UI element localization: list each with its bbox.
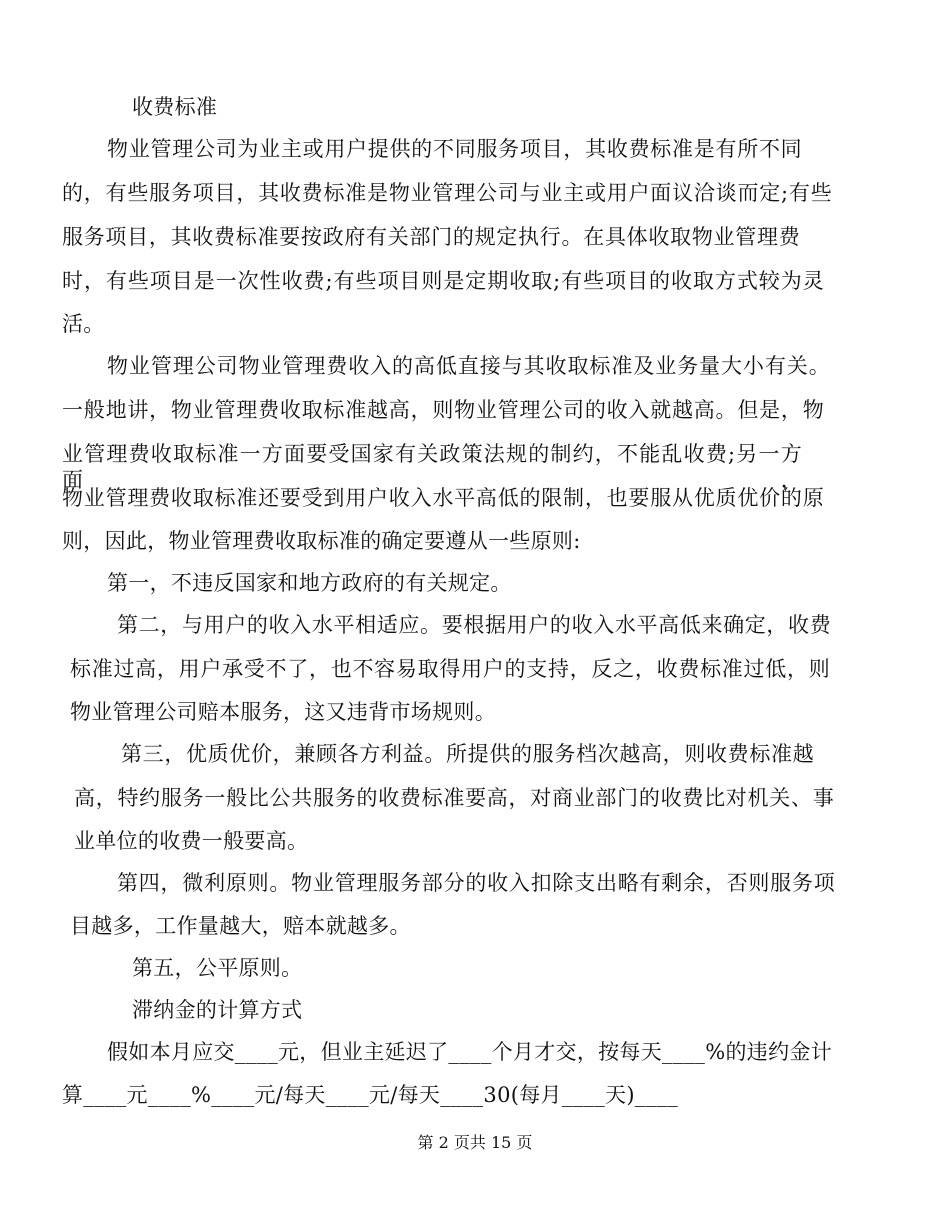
- paragraph-line: 物业管理费收取标准还要受到用户收入水平高低的限制，也要服从优质优价的原: [62, 486, 824, 510]
- late-fee-line: 算____元____%____元/每天____元/每天____30(每月____天)____: [62, 1083, 679, 1107]
- principle-second-line: 物业管理公司赔本服务，这又违背市场规则。: [70, 700, 496, 724]
- principle-fifth: 第五，公平原则。: [132, 956, 303, 980]
- principle-fourth-line: 目越多，工作量越大，赔本就越多。: [70, 914, 411, 938]
- principle-first: 第一，不违反国家和地方政府的有关规定。: [107, 571, 512, 595]
- paragraph-line: 的，有些服务项目，其收费标准是物业管理公司与业主或用户面议洽谈而定;有些: [62, 181, 832, 205]
- heading-late-fee: 滞纳金的计算方式: [132, 998, 303, 1022]
- late-fee-line: 假如本月应交____元，但业主延迟了____个月才交，按每天____%的违约金计: [107, 1040, 832, 1064]
- principle-third-line: 高，特约服务一般比公共服务的收费标准要高，对商业部门的收费比对机关、事: [74, 786, 834, 810]
- paragraph-line: 物业管理公司为业主或用户提供的不同服务项目，其收费标准是有所不同: [107, 137, 802, 161]
- principle-third-line: 业单位的收费一般要高。: [74, 829, 309, 853]
- paragraph-line: 业管理费收取标准一方面要受国家有关政策法规的制约，不能乱收费;另一方面，: [62, 442, 802, 492]
- page-number: 第 2 页共 15 页: [417, 1133, 533, 1152]
- heading-fee-standard: 收费标准: [132, 95, 218, 119]
- paragraph-line: 时，有些项目是一次性收费;有些项目则是定期收取;有些项目的收取方式较为灵: [62, 269, 824, 293]
- paragraph-line: 一般地讲，物业管理费收取标准越高，则物业管理公司的收入就越高。但是，物: [62, 398, 824, 422]
- principle-third-line: 第三，优质优价，兼顾各方利益。所提供的服务档次越高，则收费标准越: [121, 742, 814, 766]
- paragraph-line: 物业管理公司物业管理费收入的高低直接与其收取标准及业务量大小有关。: [107, 354, 830, 378]
- paragraph-line: 活。: [62, 312, 105, 336]
- paragraph-line: 服务项目，其收费标准要按政府有关部门的规定执行。在具体收取物业管理费: [62, 225, 800, 249]
- principle-second-line: 标准过高，用户承受不了，也不容易取得用户的支持，反之，收费标准过低，则: [70, 657, 830, 681]
- paragraph-line: 则，因此，物业管理费收取标准的确定要遵从一些原则:: [62, 529, 581, 553]
- principle-fourth-line: 第四，微利原则。物业管理服务部分的收入扣除支出略有剩余，否则服务项: [117, 871, 835, 895]
- principle-second-line: 第二，与用户的收入水平相适应。要根据用户的收入水平高低来确定，收费: [117, 613, 831, 637]
